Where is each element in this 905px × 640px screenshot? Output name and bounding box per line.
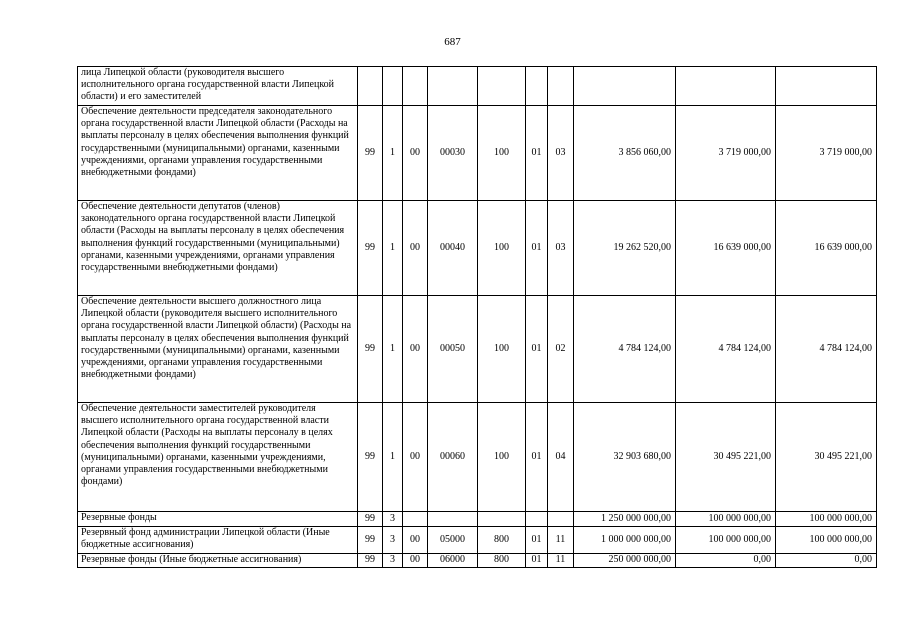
expense-type-code: 100 xyxy=(478,296,526,403)
direction-code: 05000 xyxy=(428,527,478,554)
table-row xyxy=(78,67,877,106)
row-name: Обеспечение деятельности председателя законодательного органа государственной власти Липецкой области (Расходы на выплаты персоналу в целях обеспечения выполнения функций государственными (муниципальными) органами, казенными учреждениями, органами управления государственными внебюджетными фондами) xyxy=(78,106,358,201)
budget-table xyxy=(77,66,877,568)
amount-year-3 xyxy=(776,67,877,106)
subprogram-code: 1 xyxy=(383,403,403,512)
table-row xyxy=(78,296,877,403)
section-code xyxy=(526,512,548,527)
direction-code: 00050 xyxy=(428,296,478,403)
page-number: 687 xyxy=(444,36,461,48)
direction-code: 00030 xyxy=(428,106,478,201)
section-code: 01 xyxy=(526,296,548,403)
section-code: 01 xyxy=(526,403,548,512)
program-code xyxy=(358,67,383,106)
expense-type-code: 100 xyxy=(478,403,526,512)
table-row xyxy=(78,554,877,568)
main-activity-code xyxy=(403,67,428,106)
main-activity-code: 00 xyxy=(403,201,428,296)
table-row xyxy=(78,512,877,527)
amount-year-1: 1 250 000 000,00 xyxy=(574,512,676,527)
amount-year-2: 16 639 000,00 xyxy=(676,201,776,296)
program-code: 99 xyxy=(358,106,383,201)
main-activity-code: 00 xyxy=(403,527,428,554)
main-activity-code: 00 xyxy=(403,106,428,201)
amount-year-3: 4 784 124,00 xyxy=(776,296,877,403)
amount-year-2: 100 000 000,00 xyxy=(676,527,776,554)
amount-year-3: 30 495 221,00 xyxy=(776,403,877,512)
table-row xyxy=(78,527,877,554)
amount-year-3: 3 719 000,00 xyxy=(776,106,877,201)
section-code: 01 xyxy=(526,106,548,201)
expense-type-code: 100 xyxy=(478,106,526,201)
expense-type-code xyxy=(478,67,526,106)
table-row xyxy=(78,201,877,296)
subsection-code: 11 xyxy=(548,527,574,554)
amount-year-1: 19 262 520,00 xyxy=(574,201,676,296)
subsection-code xyxy=(548,512,574,527)
expense-type-code: 100 xyxy=(478,201,526,296)
amount-year-2: 3 719 000,00 xyxy=(676,106,776,201)
subsection-code: 11 xyxy=(548,554,574,568)
amount-year-2: 4 784 124,00 xyxy=(676,296,776,403)
row-name: Обеспечение деятельности высшего должностного лица Липецкой области (руководителя высшего исполнительного органа государственной власти Липецкой области) (Расходы на выплаты персоналу в целях обеспечения выполнения функций государственными (муниципальными) органами, казенными учреждениями, органами управления государственными внебюджетными фондами) xyxy=(78,296,358,403)
amount-year-1 xyxy=(574,67,676,106)
subprogram-code xyxy=(383,67,403,106)
amount-year-1: 250 000 000,00 xyxy=(574,554,676,568)
row-name: Обеспечение деятельности депутатов (членов) законодательного органа государственной власти Липецкой области (Расходы на выплаты персоналу в целях обеспечения выполнения функций государственными (муниципальными) органами, казенными учреждениями, органами управления государственными внебюджетными фондами) xyxy=(78,201,358,296)
subprogram-code: 1 xyxy=(383,106,403,201)
main-activity-code: 00 xyxy=(403,296,428,403)
program-code: 99 xyxy=(358,403,383,512)
section-code: 01 xyxy=(526,527,548,554)
main-activity-code: 00 xyxy=(403,554,428,568)
amount-year-2 xyxy=(676,67,776,106)
amount-year-1: 1 000 000 000,00 xyxy=(574,527,676,554)
direction-code xyxy=(428,512,478,527)
row-name: лица Липецкой области (руководителя высшего исполнительного органа государственной власти Липецкой области) и его заместителей xyxy=(78,67,358,106)
row-name: Обеспечение деятельности заместителей руководителя высшего исполнительного органа государственной власти Липецкой области (Расходы на выплаты персоналу в целях обеспечения выполнения функций государственными (муниципальными) органами, казенными учреждениями, органами управления государственными внебюджетными фондами) xyxy=(78,403,358,512)
direction-code xyxy=(428,67,478,106)
subsection-code: 03 xyxy=(548,106,574,201)
direction-code: 06000 xyxy=(428,554,478,568)
subprogram-code: 3 xyxy=(383,512,403,527)
amount-year-2: 100 000 000,00 xyxy=(676,512,776,527)
subprogram-code: 3 xyxy=(383,554,403,568)
amount-year-1: 3 856 060,00 xyxy=(574,106,676,201)
row-name: Резервные фонды (Иные бюджетные ассигнования) xyxy=(78,554,358,568)
program-code: 99 xyxy=(358,512,383,527)
amount-year-1: 32 903 680,00 xyxy=(574,403,676,512)
subprogram-code: 1 xyxy=(383,201,403,296)
section-code: 01 xyxy=(526,201,548,296)
amount-year-3: 0,00 xyxy=(776,554,877,568)
amount-year-2: 30 495 221,00 xyxy=(676,403,776,512)
subprogram-code: 1 xyxy=(383,296,403,403)
subsection-code: 04 xyxy=(548,403,574,512)
program-code: 99 xyxy=(358,527,383,554)
amount-year-1: 4 784 124,00 xyxy=(574,296,676,403)
table-row xyxy=(78,106,877,201)
amount-year-2: 0,00 xyxy=(676,554,776,568)
section-code: 01 xyxy=(526,554,548,568)
subsection-code xyxy=(548,67,574,106)
program-code: 99 xyxy=(358,201,383,296)
expense-type-code: 800 xyxy=(478,527,526,554)
subsection-code: 02 xyxy=(548,296,574,403)
table-row xyxy=(78,403,877,512)
subprogram-code: 3 xyxy=(383,527,403,554)
amount-year-3: 100 000 000,00 xyxy=(776,527,877,554)
program-code: 99 xyxy=(358,554,383,568)
direction-code: 00040 xyxy=(428,201,478,296)
subsection-code: 03 xyxy=(548,201,574,296)
direction-code: 00060 xyxy=(428,403,478,512)
amount-year-3: 16 639 000,00 xyxy=(776,201,877,296)
amount-year-3: 100 000 000,00 xyxy=(776,512,877,527)
main-activity-code xyxy=(403,512,428,527)
expense-type-code: 800 xyxy=(478,554,526,568)
section-code xyxy=(526,67,548,106)
row-name: Резервный фонд администрации Липецкой области (Иные бюджетные ассигнования) xyxy=(78,527,358,554)
program-code: 99 xyxy=(358,296,383,403)
expense-type-code xyxy=(478,512,526,527)
row-name: Резервные фонды xyxy=(78,512,358,527)
main-activity-code: 00 xyxy=(403,403,428,512)
